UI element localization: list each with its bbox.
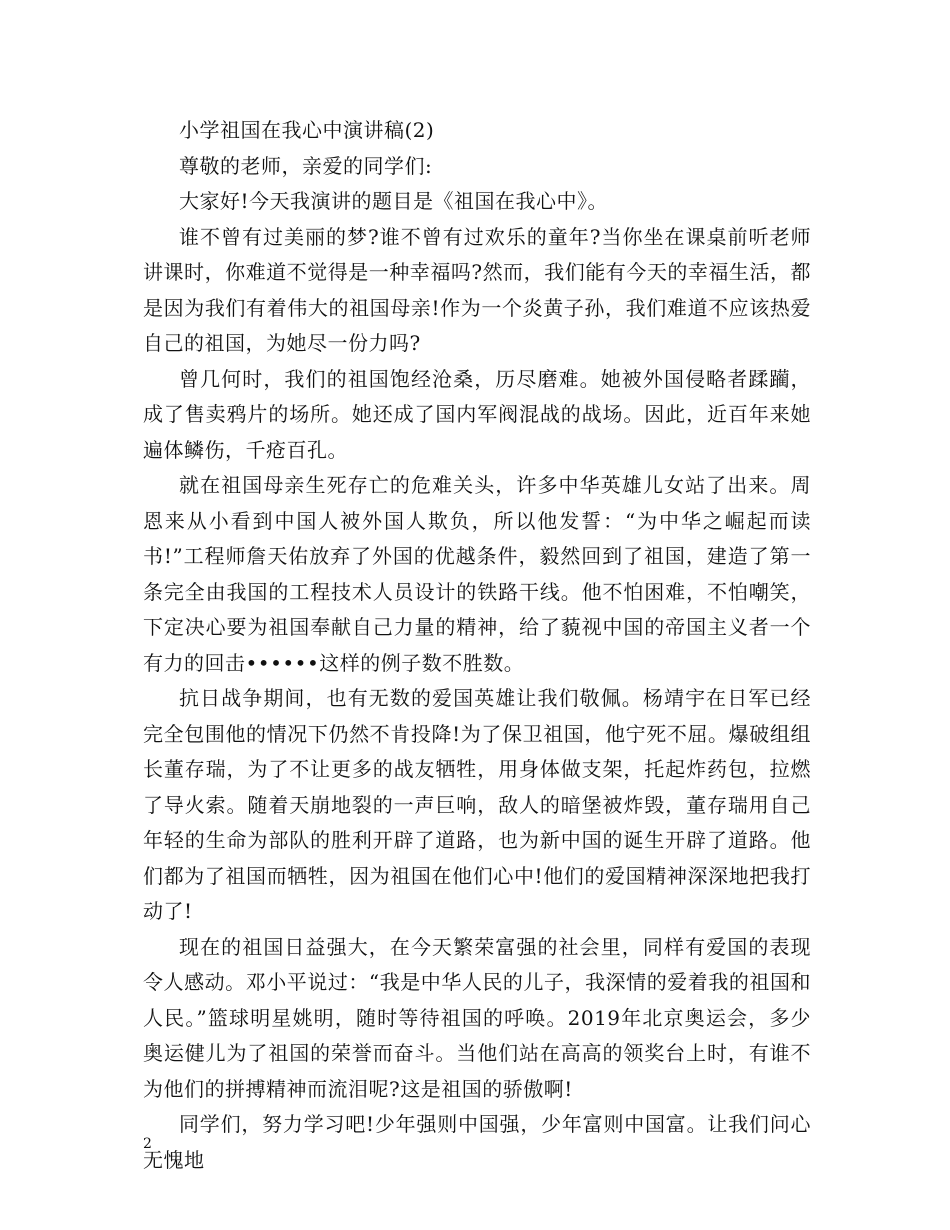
speech-title: 小学祖国在我心中演讲稿(2) xyxy=(179,118,435,142)
body-paragraph: 抗日战争期间，也有无数的爱国英雄让我们敬佩。杨靖宇在日军已经完全包围他的情况下仍然不肯投降!为了保卫祖国，他宁死不屈。爆破组组长董存瑞，为了不让更多的战友牺牲，用身体做支架，托起炸药包，拉燃了导火索。随着天崩地裂的一声巨响，敌人的暗堡被炸毁，董存瑞用自己年轻的生命为部队的胜利开辟了道路，也为新中国的诞生开辟了道路。他们都为了祖国而牺牲，因为祖国在他们心中!他们的爱国精神深深地把我打动了! xyxy=(143,686,811,923)
body-paragraph: 曾几何时，我们的祖国饱经沧桑，历尽磨难。她被外国侵略者蹂躏，成了售卖鸦片的场所。她还成了国内军阀混战的战场。因此，近百年来她遍体鳞伤，千疮百孔。 xyxy=(143,366,811,462)
body-paragraph: 谁不曾有过美丽的梦?谁不曾有过欢乐的童年?当你坐在课桌前听老师讲课时，你难道不觉得是一种幸福吗?然而，我们能有今天的幸福生活，都是因为我们有着伟大的祖国母亲!作为一个炎黄子孙，我们难道不应该热爱自己的祖国，为她尽一份力吗? xyxy=(143,224,811,355)
salutation-paragraph: 尊敬的老师，亲爱的同学们: xyxy=(179,153,433,178)
body-paragraph: 现在的祖国日益强大，在今天繁荣富强的社会里，同样有爱国的表现令人感动。邓小平说过：“我是中华人民的儿子，我深情的爱着我的祖国和人民。”篮球明星姚明，随时等待祖国的呼唤。2019年北京奥运会，多少奥运健儿为了祖国的荣誉而奋斗。当他们站在高高的领奖台上时，有谁不为他们的拼搏精神而流泪呢?这是祖国的骄傲啊! xyxy=(143,934,811,1101)
greeting-paragraph: 大家好!今天我演讲的题目是《祖国在我心中》。 xyxy=(179,189,609,213)
body-paragraph: 就在祖国母亲生死存亡的危难关头，许多中华英雄儿女站了出来。周恩来从小看到中国人被外国人欺负，所以他发誓：“为中华之崛起而读书!”工程师詹天佑放弃了外国的优越条件，毅然回到了祖国，建造了第一条完全由我国的工程技术人员设计的铁路干线。他不怕困难，不怕嘲笑，下定决心要为祖国奉献自己力量的精神，给了藐视中国的帝国主义者一个有力的回击••••••这样的例子数不胜数。 xyxy=(143,473,811,675)
body-paragraph: 同学们，努力学习吧!少年强则中国强，少年富则中国富。让我们问心无愧地 xyxy=(143,1112,811,1172)
page-number: 2 xyxy=(143,1136,152,1152)
document-body xyxy=(143,113,811,1178)
